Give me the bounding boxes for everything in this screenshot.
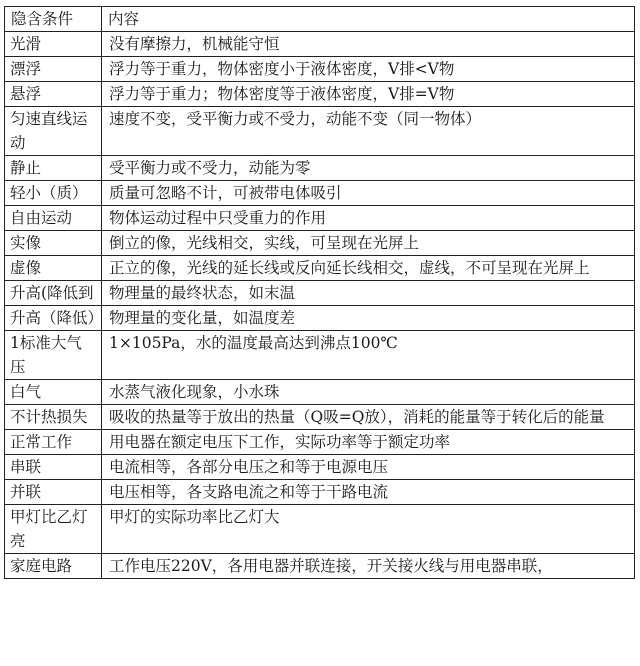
table-row (5, 331, 635, 380)
table-row (5, 206, 635, 231)
condition-cell: 串联 (5, 455, 102, 480)
table-row (5, 32, 635, 57)
condition-cell: 甲灯比乙灯亮 (5, 505, 102, 554)
condition-cell: 漂浮 (5, 57, 102, 82)
condition-cell: 升高(降低到 (5, 281, 102, 306)
table-row (5, 107, 635, 156)
content-cell: 工作电压220V，各用电器并联连接，开关接火线与用电器串联， (102, 554, 635, 579)
document-page (4, 6, 634, 579)
condition-cell: 1标准大气压 (5, 331, 102, 380)
content-cell: 甲灯的实际功率比乙灯大 (102, 505, 635, 554)
table-row (5, 380, 635, 405)
content-cell: 没有摩擦力，机械能守恒 (102, 32, 635, 57)
content-cell: 用电器在额定电压下工作，实际功率等于额定功率 (102, 430, 635, 455)
condition-cell: 悬浮 (5, 82, 102, 107)
table-body (5, 32, 635, 579)
content-cell: 速度不变，受平衡力或不受力，动能不变（同一物体） (102, 107, 635, 156)
condition-cell: 不计热损失 (5, 405, 102, 430)
condition-cell: 家庭电路 (5, 554, 102, 579)
content-cell: 受平衡力或不受力，动能为零 (102, 156, 635, 181)
table-row (5, 231, 635, 256)
condition-cell: 静止 (5, 156, 102, 181)
content-cell: 吸收的热量等于放出的热量（Q吸=Q放），消耗的能量等于转化后的能量 (102, 405, 635, 430)
content-cell: 正立的像，光线的延长线或反向延长线相交，虚线，不可呈现在光屏上 (102, 256, 635, 281)
header-content: 内容 (102, 7, 635, 32)
content-cell: 质量可忽略不计，可被带电体吸引 (102, 181, 635, 206)
table-row (5, 405, 635, 430)
table-row (5, 480, 635, 505)
table-row (5, 430, 635, 455)
condition-cell: 自由运动 (5, 206, 102, 231)
content-cell: 倒立的像，光线相交，实线，可呈现在光屏上 (102, 231, 635, 256)
condition-cell: 光滑 (5, 32, 102, 57)
table-row (5, 181, 635, 206)
condition-cell: 白气 (5, 380, 102, 405)
table-row (5, 455, 635, 480)
table-row (5, 156, 635, 181)
table-row (5, 256, 635, 281)
hidden-conditions-table (4, 6, 635, 579)
table-row (5, 82, 635, 107)
content-cell: 浮力等于重力，物体密度小于液体密度，V排<V物 (102, 57, 635, 82)
table-row (5, 57, 635, 82)
condition-cell: 并联 (5, 480, 102, 505)
content-cell: 电流相等，各部分电压之和等于电源电压 (102, 455, 635, 480)
content-cell: 物理量的最终状态，如末温 (102, 281, 635, 306)
table-row (5, 505, 635, 554)
header-condition: 隐含条件 (5, 7, 102, 32)
condition-cell: 实像 (5, 231, 102, 256)
content-cell: 1×105Pa，水的温度最高达到沸点100℃ (102, 331, 635, 380)
condition-cell: 升高（降低） (5, 306, 102, 331)
table-row (5, 554, 635, 579)
content-cell: 电压相等，各支路电流之和等于干路电流 (102, 480, 635, 505)
content-cell: 物体运动过程中只受重力的作用 (102, 206, 635, 231)
condition-cell: 正常工作 (5, 430, 102, 455)
content-cell: 浮力等于重力；物体密度等于液体密度，V排=V物 (102, 82, 635, 107)
content-cell: 物理量的变化量，如温度差 (102, 306, 635, 331)
condition-cell: 轻小（质） (5, 181, 102, 206)
condition-cell: 虚像 (5, 256, 102, 281)
table-row (5, 281, 635, 306)
condition-cell: 匀速直线运动 (5, 107, 102, 156)
table-header-row (5, 7, 635, 32)
content-cell: 水蒸气液化现象，小水珠 (102, 380, 635, 405)
table-row (5, 306, 635, 331)
